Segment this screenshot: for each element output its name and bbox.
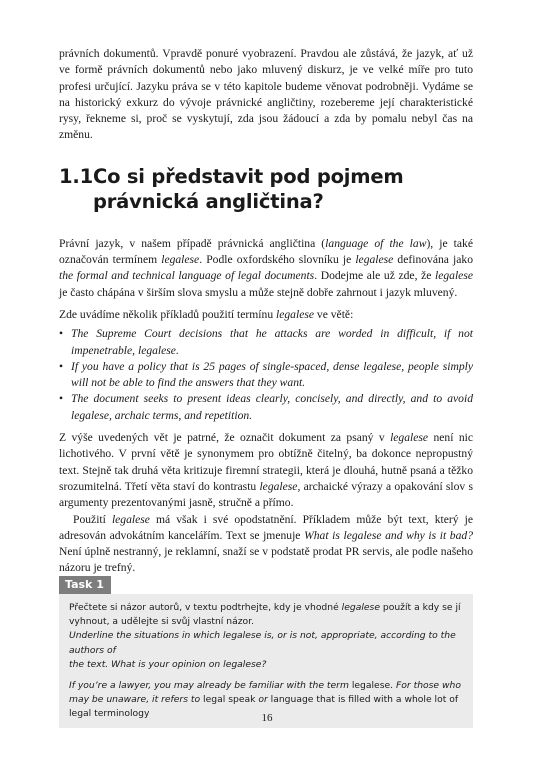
text-run: Není úplně nestranný, je reklamní, snaží se v podstatě prodat PR servis, ale podle našeho názoru je trefný. [59, 545, 473, 575]
italic-term: legalese [390, 431, 429, 445]
examples-intro [59, 307, 473, 323]
text-run: Přečtete si názor autorů, v textu podtrhejte, kdy je vhodné [69, 602, 342, 613]
list-item [59, 359, 473, 392]
text-run: ), je také označován termínem [59, 236, 473, 267]
text-run: . Dodejme ale už zde, že [314, 269, 435, 283]
text-run: language that is filled with a whole lot of legal terminology [69, 694, 459, 720]
text-run: má však i své opodstatnění. Příkladem může být text, který je adresován advokátním kancelářím. Text se jmenuje [59, 512, 474, 542]
italic-term: legalese [259, 479, 298, 493]
task-instruction-cz [69, 601, 463, 629]
page-number: 16 [261, 712, 273, 724]
text-run: není nic lichotivého. V první větě je synonymem pro obtížně čitelný, ba dokonce nepropustný text. Stejně tak druhá věta kritizuje firemní strategii, která je dlouhá, hutně psaná a těžko srozumitelná. Třetí věta staví do kontrastu [59, 431, 473, 493]
page-body [59, 46, 473, 577]
task-label: Task 1 [59, 576, 111, 594]
text-run: Právní jazyk, v našem případě právnická angličtina ( [59, 236, 326, 250]
analysis-paragraph [59, 430, 473, 511]
text-run: , archaické výrazy a opakování slov s argumenty prezentovanými jasně, stručně a přímo. [59, 479, 473, 510]
section-title-line1: Co si představit pod pojmem [93, 164, 404, 188]
bullet-icon: • [59, 359, 64, 373]
definition-paragraph [59, 236, 473, 301]
italic-term: language of the law [325, 236, 427, 250]
section-title [93, 164, 404, 214]
example-text: The document seeks to present ideas clearly, concisely, and directly, and to avoid legalese, archaic terms, and repetition. [71, 392, 473, 422]
task-block [59, 575, 473, 728]
intro-paragraph: právních dokumentů. Vpravdě ponuré vyobrazení. Pravdou ale zůstává, že jazyk, ať už ve formě právních dokumentů nebo jako mluvený diskurz, je ve velké míře pro tuto profesi určující. Jazyku práva se v této kapitole budeme věnovat podrobněji. Vydáme se na historický exkurz do vývoje právnické angličtiny, rozebereme její charakteristické rysy, řekneme si, proč se vyskytují, zda jsou žádoucí a zda by pomalu nebyl čas na změnu. [59, 47, 473, 142]
list-item [59, 326, 473, 359]
example-text: If you have a policy that is 25 pages of single-spaced, dense legalese, people simply will not be able to find the answers that they want. [71, 359, 473, 390]
section-heading [59, 164, 473, 214]
italic-term: the formal and technical language of legal documents [59, 269, 315, 283]
text-run: the text. What is your opinion on legalese? [69, 658, 267, 670]
italic-term: legalese [435, 269, 473, 283]
text-run: Zde uvádíme několik příkladů použití termínu [59, 307, 277, 321]
text-run: Underline the situations in which legalese is, or is not, appropriate, according to the authors of [69, 630, 456, 656]
bullet-icon: • [59, 392, 64, 406]
italic-term: legalese [341, 602, 380, 613]
list-item [59, 391, 473, 424]
text-run: legalese. [348, 680, 396, 692]
text-run: legal speak [200, 694, 259, 706]
section-number: 1.1 [59, 164, 93, 188]
italic-term: What is legalese and why is it bad? [304, 528, 473, 542]
purpose-paragraph [59, 512, 473, 577]
example-text: The Supreme Court decisions that he attacks are worded in difficult, if not impenetrable, legalese. [71, 327, 473, 357]
text-run: . Podle oxfordského slovníku je [199, 253, 356, 267]
italic-run: If you’re a lawyer, you may already be familiar with the term [69, 680, 349, 692]
italic-run: or [258, 694, 268, 706]
italic-term: legalese [355, 253, 394, 267]
bullet-icon: • [59, 327, 64, 341]
text-run: je často chápána v širším slova smyslu a může stejně dobře zahrnout i jazyk mluvený. [59, 285, 458, 299]
text-run: Z výše uvedených vět je patrné, že označit dokument za psaný v [59, 431, 391, 445]
section-title-line2: právnická angličtina? [93, 189, 324, 213]
text-run: definována jako [393, 253, 474, 267]
italic-term: legalese [161, 253, 200, 267]
italic-term: legalese [111, 512, 150, 526]
text-run: ve větě: [314, 307, 354, 321]
task-box [59, 594, 473, 728]
example-list [59, 326, 473, 424]
text-run: Použití [73, 512, 112, 526]
italic-term: legalese [276, 307, 315, 321]
task-instruction-en [69, 629, 463, 672]
italic-run: For those who may be unaware, it refers to [69, 680, 461, 706]
text-run: použít a kdy se jí vyhnout, a udělejte si svůj vlastní názor. [69, 602, 461, 628]
